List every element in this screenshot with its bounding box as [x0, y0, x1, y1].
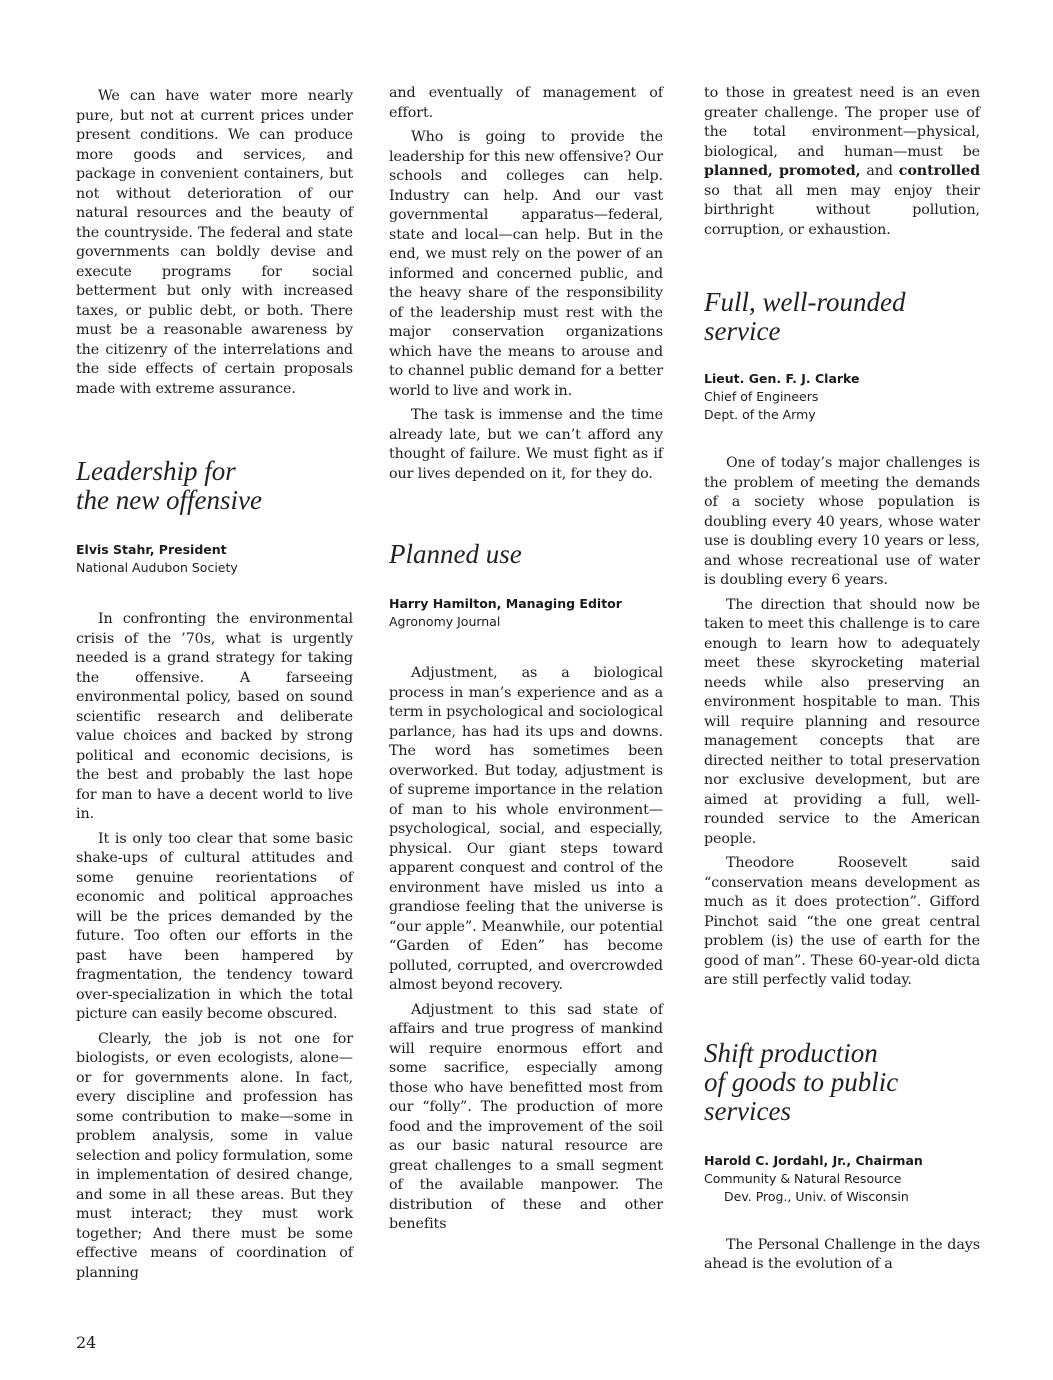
column-1 — [76, 84, 353, 1288]
title-line: service — [704, 316, 781, 346]
paragraph: It is only too clear that some basic shake-ups of cultural attitudes and some genuine reorientations of economic and political approaches will be the prices demanded by the future. Too often our efforts in the past have been hampered by fragmentation, the tendency toward over-specialization in which the total picture can easily become obscured. — [76, 830, 353, 1022]
paragraph: Adjustment to this sad state of affairs and true progress of mankind will require enormous effort and some sacrifice, especially among those who have benefitted most from our “folly”. The production of more food and the improvement of the soil as our basic natural resource are great challenges to a small segment of the available manpower. The distribution of these and other benefits — [389, 1001, 663, 1232]
column-3 — [704, 84, 980, 1280]
title-line: Shift production — [704, 1037, 878, 1068]
article-title — [76, 457, 353, 515]
article-title — [704, 1039, 980, 1126]
article-leadership — [76, 457, 353, 1283]
page-number: 24 — [76, 1333, 97, 1352]
title-line: the new offensive — [76, 485, 262, 515]
title-line: services — [704, 1095, 791, 1126]
author-affiliation: Chief of Engineers — [704, 389, 819, 404]
paragraph: Who is going to provide the leadership for this new offensive? Our schools and colleges can help. Industry can help. And our vast governmental apparatus—federal, state and local—can help. But in the end, we must rely on the power of an informed and concerned public, and the heavy share of the responsibility of the leadership must rest with the major conservation organizations which have the means to arouse and to channel public demand for a better world to live and work in. — [389, 129, 663, 399]
title-line: Full, well-rounded — [704, 287, 906, 317]
emphasis: planned, promoted, — [704, 163, 861, 179]
emphasis: controlled — [898, 163, 980, 179]
paragraph: and eventually of management of effort. — [389, 85, 663, 121]
paragraph: Theodore Roosevelt said “conservation means development as much as it does protection”. Gifford Pinchot said “the one great central problem (is) the use of earth for the good of man”. These 60-year-old dicta are still perfectly valid today. — [704, 855, 980, 988]
text-run: and — [860, 163, 899, 179]
paragraph: The direction that should now be taken to meet this challenge is to care enough to learn how to adequately meet these skyrocketing material needs while also preserving an environment hospitable to man. This will require planning and resource management concepts that are directed neither to total preservation nor exclusive development, but are aimed at providing a full, well-rounded service to the American people. — [704, 596, 980, 847]
paragraph: One of today’s major challenges is the problem of meeting the demands of a society whose population is doubling every 40 years, whose water use is doubling every 10 years or less, and whose recreational use of water is doubling every 6 years. — [704, 455, 980, 588]
article-title — [704, 288, 980, 346]
author-affiliation: Dept. of the Army — [704, 407, 816, 422]
author-name: Lieut. Gen. F. J. Clarke — [704, 371, 860, 386]
author-affiliation: Dev. Prog., Univ. of Wisconsin — [724, 1188, 909, 1204]
author-affiliation: Agronomy Journal — [389, 614, 501, 629]
paragraph: The Personal Challenge in the days ahead is the evolution of a — [704, 1236, 980, 1272]
intro-paragraph: We can have water more nearly pure, but not at current prices under present conditions. We can produce more goods and services, and package in convenient containers, but not without deterioration of our natural resources and the beauty of the countryside. The federal and state governments can boldly devise and execute programs for social betterment but only with increased taxes, or public debt, or both. There must be a reasonable awareness by the citizenry of the interrelations and the side effects of certain proposals made with extreme assurance. — [76, 88, 353, 397]
author-name: Harry Hamilton, Managing Editor — [389, 596, 622, 611]
text-run: so that all men may enjoy their birthright without pollution, corruption, or exhaustion. — [704, 182, 980, 238]
paragraph: The task is immense and the time already late, but we can’t afford any thought of failure. We must fight as if our lives depended on it, for they do. — [389, 407, 663, 482]
author-affiliation: Community & Natural Resource — [704, 1170, 902, 1186]
text-run: to those in greatest need is an even greater challenge. The proper use of the total environment—physical, biological, and human—must be — [704, 85, 980, 160]
author-affiliation: National Audubon Society — [76, 560, 238, 575]
paragraph: Clearly, the job is not one for biologists, or even ecologists, alone—or for governments alone. In fact, every discipline and profession has some contribution to make—some in problem analysis, some in value selection and policy formulation, some in implementation of desired change, and some in all these areas. But they must interact; they must work together; And there must be some effective means of coordination of planning — [76, 1030, 353, 1281]
paragraph: Adjustment, as a biological process in man’s experience and as a term in psychological and sociological parlance, has had its ups and downs. The word has sometimes been overworked. But today, adjustment is of supreme importance in the relation of man to his whole environment—psychological, social, and especially, physical. Our giant steps toward apparent conquest and control of the environment have misled us into a grandiose feeling that the universe is “our apple”. Meanwhile, our potential “Garden of Eden” has become polluted, corrupted, and overcrowded almost beyond recovery. — [389, 665, 663, 993]
paragraph: In confronting the environmental crisis of the ’70s, what is urgently needed is a grand strategy for taking the offensive. A farseeing environmental policy, based on sound scientific research and deliberate value choices and backed by strong political and economic decisions, is the best and probably the last hope for man to have a decent world to live in. — [76, 611, 353, 822]
author-name: Harold C. Jordahl, Jr., Chairman — [704, 1152, 923, 1168]
title-line: Leadership for — [76, 456, 236, 486]
author-name: Elvis Stahr, President — [76, 542, 227, 557]
title-line: of goods to public — [704, 1066, 899, 1097]
paragraph — [704, 84, 980, 240]
article-service — [704, 288, 980, 991]
article-title: Planned use — [389, 539, 522, 569]
column-2 — [389, 84, 663, 1240]
article-planned — [389, 540, 663, 1235]
article-shift — [704, 1039, 980, 1275]
